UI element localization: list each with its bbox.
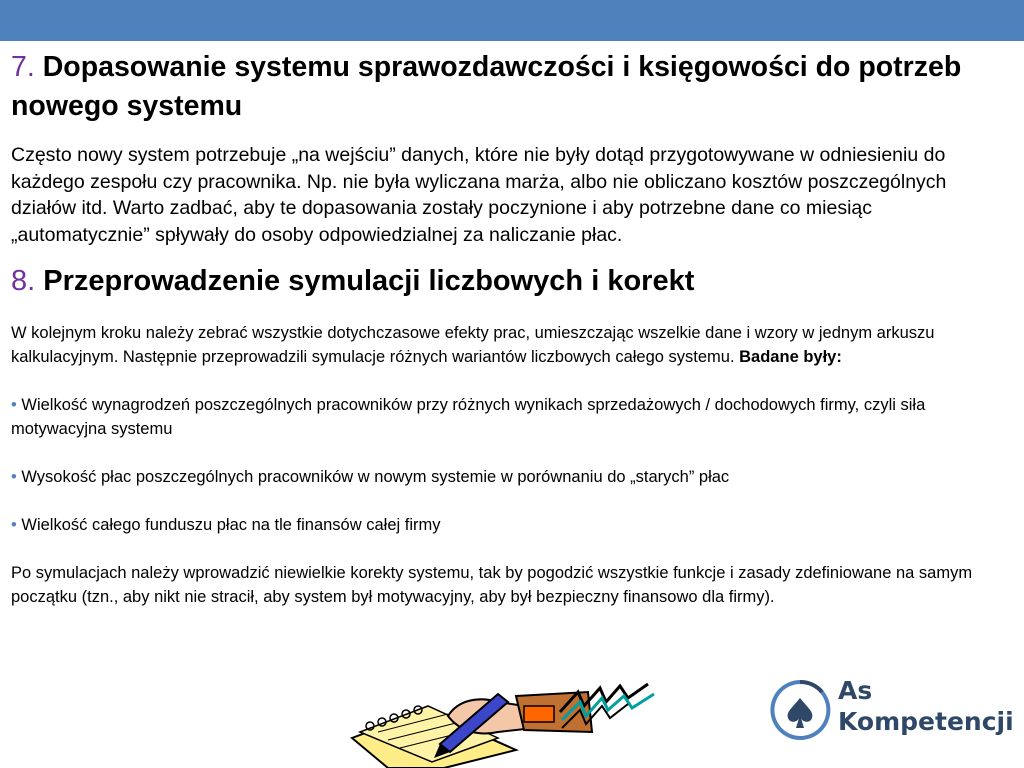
slide-content bbox=[11, 48, 1011, 609]
bullet-marker: • bbox=[11, 396, 17, 414]
section-8-heading bbox=[11, 262, 1011, 301]
section-8-conclusion: Po symulacjach należy wprowadzić niewielkie korekty systemu, tak by pogodzić wszystkie funkcje i zasady zdefiniowane na samym początku (tzn., aby nikt nie stracił, aby system był motywacyjny, aby był bezpieczny finansowo dla firmy). bbox=[11, 564, 973, 606]
logo-line-2: Kompetencji bbox=[838, 707, 1014, 736]
bullet-marker: • bbox=[11, 468, 17, 486]
bullet-item bbox=[11, 465, 1011, 489]
section-8-intro-text: W kolejnym kroku należy zebrać wszystkie dotychczasowe efekty prac, umieszczając wszelkie dane i wzory w jednym arkuszu kalkulacyjnym. Następnie przeprowadzili symulacje różnych wariantów liczbowych całego systemu. bbox=[11, 324, 935, 366]
header-bar bbox=[0, 0, 1024, 41]
bullet-text-3: Wielkość całego funduszu płac na tle finansów całej firmy bbox=[21, 516, 441, 534]
section-8-intro-bold: Badane były: bbox=[739, 348, 842, 366]
hand-writing-notepad-icon bbox=[348, 680, 658, 768]
bullet-text-1: Wielkość wynagrodzeń poszczególnych pracowników przy różnych wynikach sprzedażowych / dochodowych firmy, czyli siła motywacyjna systemu bbox=[11, 396, 926, 438]
bullet-text-2: Wysokość płac poszczególnych pracowników w nowym systemie w porównaniu do „starych” płac bbox=[21, 468, 730, 486]
spade-circle-icon bbox=[768, 676, 832, 742]
logo bbox=[768, 672, 1014, 748]
logo-text bbox=[838, 676, 1014, 738]
section-7-title: Dopasowanie systemu sprawozdawczości i księgowości do potrzeb nowego systemu bbox=[11, 51, 962, 122]
bullet-item bbox=[11, 393, 1011, 441]
section-7-body: Często nowy system potrzebuje „na wejściu” danych, które nie były dotąd przygotowywane w odniesieniu do każdego zespołu czy pracownika. Np. nie była wyliczana marża, albo nie obliczano kosztów poszczególnych działów itd. Warto zadbać, aby te dopasowania zostały poczynione i aby potrzebne dane co miesiąc „automatycznie” spływały do osoby odpowiedzialnej za naliczanie płac. bbox=[11, 144, 947, 246]
section-7-heading bbox=[11, 48, 1011, 126]
section-8-title: Przeprowadzenie symulacji liczbowych i korekt bbox=[43, 265, 695, 297]
section-7-number: 7. bbox=[11, 51, 35, 83]
section-8-number: 8. bbox=[11, 265, 36, 297]
bullet-marker: • bbox=[11, 516, 17, 534]
section-8-intro bbox=[11, 321, 1011, 369]
logo-line-1: As bbox=[838, 676, 873, 705]
bullet-item bbox=[11, 513, 1011, 537]
